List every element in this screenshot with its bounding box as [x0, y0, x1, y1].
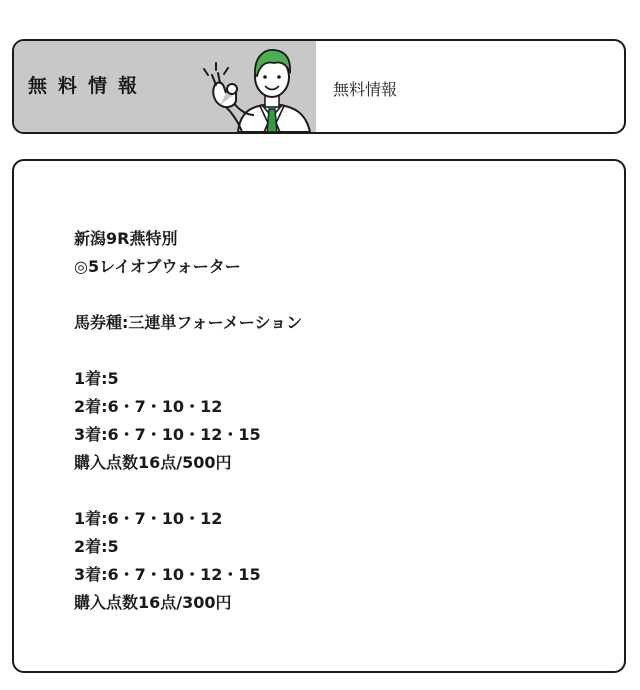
- ticket1-purchase: 購入点数16点/500円: [74, 453, 232, 472]
- spacer: [74, 477, 302, 505]
- header-title: 無料情報: [28, 75, 149, 97]
- ticket1-first: 1着:5: [74, 369, 119, 388]
- main-pick: ◎5レイオブウォーター: [74, 257, 241, 276]
- header-title-panel: [14, 41, 316, 132]
- spacer: [74, 281, 302, 309]
- content-body: [74, 225, 302, 617]
- free-info-header: [12, 39, 626, 134]
- ticket2-purchase: 購入点数16点/300円: [74, 593, 232, 612]
- race-name: 新潟9R燕特別: [74, 229, 178, 248]
- ticket1-third: 3着:6・7・10・12・15: [74, 425, 261, 444]
- ticket1-second: 2着:6・7・10・12: [74, 397, 223, 416]
- mascot-ok-sign-icon: [194, 43, 316, 132]
- header-label: 無料情報: [333, 80, 398, 99]
- ticket2-second: 2着:5: [74, 537, 119, 556]
- content-card: [12, 159, 626, 673]
- bet-type: 馬券種:三連単フォーメーション: [74, 313, 303, 332]
- ticket2-first: 1着:6・7・10・12: [74, 509, 223, 528]
- spacer: [74, 337, 302, 365]
- ticket2-third: 3着:6・7・10・12・15: [74, 565, 261, 584]
